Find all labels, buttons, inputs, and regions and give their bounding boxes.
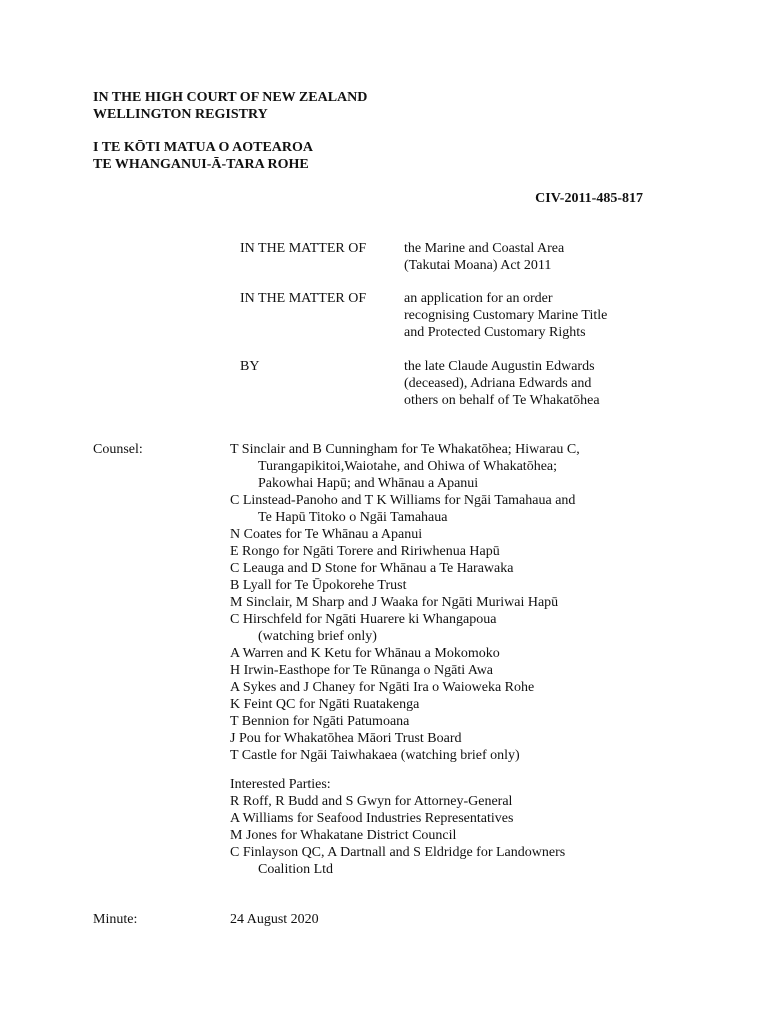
interested-parties-heading: Interested Parties: bbox=[230, 777, 331, 792]
counsel-entry: C Linstead-Panoho and T K Williams for Ngāi Tamahaua and bbox=[230, 493, 576, 508]
matter-text-line: the Marine and Coastal Area bbox=[404, 241, 565, 256]
counsel-entry-continuation: Turangapikitoi,Waiotahe, and Ohiwa of Whakatōhea; bbox=[258, 459, 558, 474]
matter-text-line: (Takutai Moana) Act 2011 bbox=[404, 258, 552, 273]
counsel-entry: N Coates for Te Whānau a Apanui bbox=[230, 527, 423, 542]
party-entry: A Williams for Seafood Industries Representatives bbox=[230, 811, 514, 826]
matter-text-line: recognising Customary Marine Title bbox=[404, 308, 608, 323]
court-registry: WELLINGTON REGISTRY bbox=[93, 107, 268, 122]
counsel-entry-continuation: Te Hapū Titoko o Ngāi Tamahaua bbox=[258, 510, 448, 525]
counsel-entry: H Irwin-Easthope for Te Rūnanga o Ngāti Awa bbox=[230, 663, 494, 678]
maori-court-registry: TE WHANGANUI-Ā-TARA ROHE bbox=[93, 157, 309, 172]
party-entry-continuation: Coalition Ltd bbox=[258, 862, 334, 877]
party-entry: M Jones for Whakatane District Council bbox=[230, 828, 457, 843]
counsel-entry: B Lyall for Te Ūpokorehe Trust bbox=[230, 578, 407, 593]
matter-text-3 bbox=[404, 358, 644, 409]
counsel-entry-continuation: Pakowhai Hapū; and Whānau a Apanui bbox=[258, 476, 479, 491]
court-name: IN THE HIGH COURT OF NEW ZEALAND bbox=[93, 90, 368, 105]
counsel-entry: E Rongo for Ngāti Torere and Ririwhenua Hapū bbox=[230, 544, 500, 559]
matter-text-line: others on behalf of Te Whakatōhea bbox=[404, 393, 600, 408]
matter-text-1 bbox=[404, 240, 644, 274]
counsel-entry: A Sykes and J Chaney for Ngāti Ira o Waioweka Rohe bbox=[230, 680, 535, 695]
counsel-entry: T Sinclair and B Cunningham for Te Whakatōhea; Hiwarau C, bbox=[230, 442, 580, 457]
party-entry: C Finlayson QC, A Dartnall and S Eldridge for Landowners bbox=[230, 845, 566, 860]
interested-parties bbox=[230, 776, 650, 878]
counsel-entry: A Warren and K Ketu for Whānau a Mokomoko bbox=[230, 646, 500, 661]
counsel-list bbox=[230, 441, 650, 764]
matter-text-line: (deceased), Adriana Edwards and bbox=[404, 376, 592, 391]
counsel-entry: T Bennion for Ngāti Patumoana bbox=[230, 714, 410, 729]
matter-label-3: BY bbox=[240, 359, 260, 374]
counsel-entry: C Hirschfeld for Ngāti Huarere ki Whangapoua bbox=[230, 612, 497, 627]
counsel-entry: J Pou for Whakatōhea Māori Trust Board bbox=[230, 731, 462, 746]
counsel-entry: T Castle for Ngāi Taiwhakaea (watching brief only) bbox=[230, 748, 520, 763]
minute-date: 24 August 2020 bbox=[230, 912, 319, 927]
matter-text-line: and Protected Customary Rights bbox=[404, 325, 586, 340]
matter-label-2: IN THE MATTER OF bbox=[240, 291, 367, 306]
matter-label-1: IN THE MATTER OF bbox=[240, 241, 367, 256]
court-heading bbox=[93, 89, 367, 123]
counsel-entry: M Sinclair, M Sharp and J Waaka for Ngāti Muriwai Hapū bbox=[230, 595, 559, 610]
matter-text-2 bbox=[404, 290, 644, 341]
counsel-label: Counsel: bbox=[93, 442, 143, 457]
counsel-entry-continuation: (watching brief only) bbox=[258, 629, 377, 644]
maori-court-heading bbox=[93, 139, 313, 173]
counsel-entry: K Feint QC for Ngāti Ruatakenga bbox=[230, 697, 420, 712]
minute-label: Minute: bbox=[93, 912, 138, 927]
matter-text-line: the late Claude Augustin Edwards bbox=[404, 359, 595, 374]
maori-court-name: I TE KŌTI MATUA O AOTEAROA bbox=[93, 140, 314, 155]
party-entry: R Roff, R Budd and S Gwyn for Attorney-General bbox=[230, 794, 513, 809]
file-number: CIV-2011-485-817 bbox=[535, 191, 643, 206]
counsel-entry: C Leauga and D Stone for Whānau a Te Harawaka bbox=[230, 561, 514, 576]
matter-text-line: an application for an order bbox=[404, 291, 553, 306]
